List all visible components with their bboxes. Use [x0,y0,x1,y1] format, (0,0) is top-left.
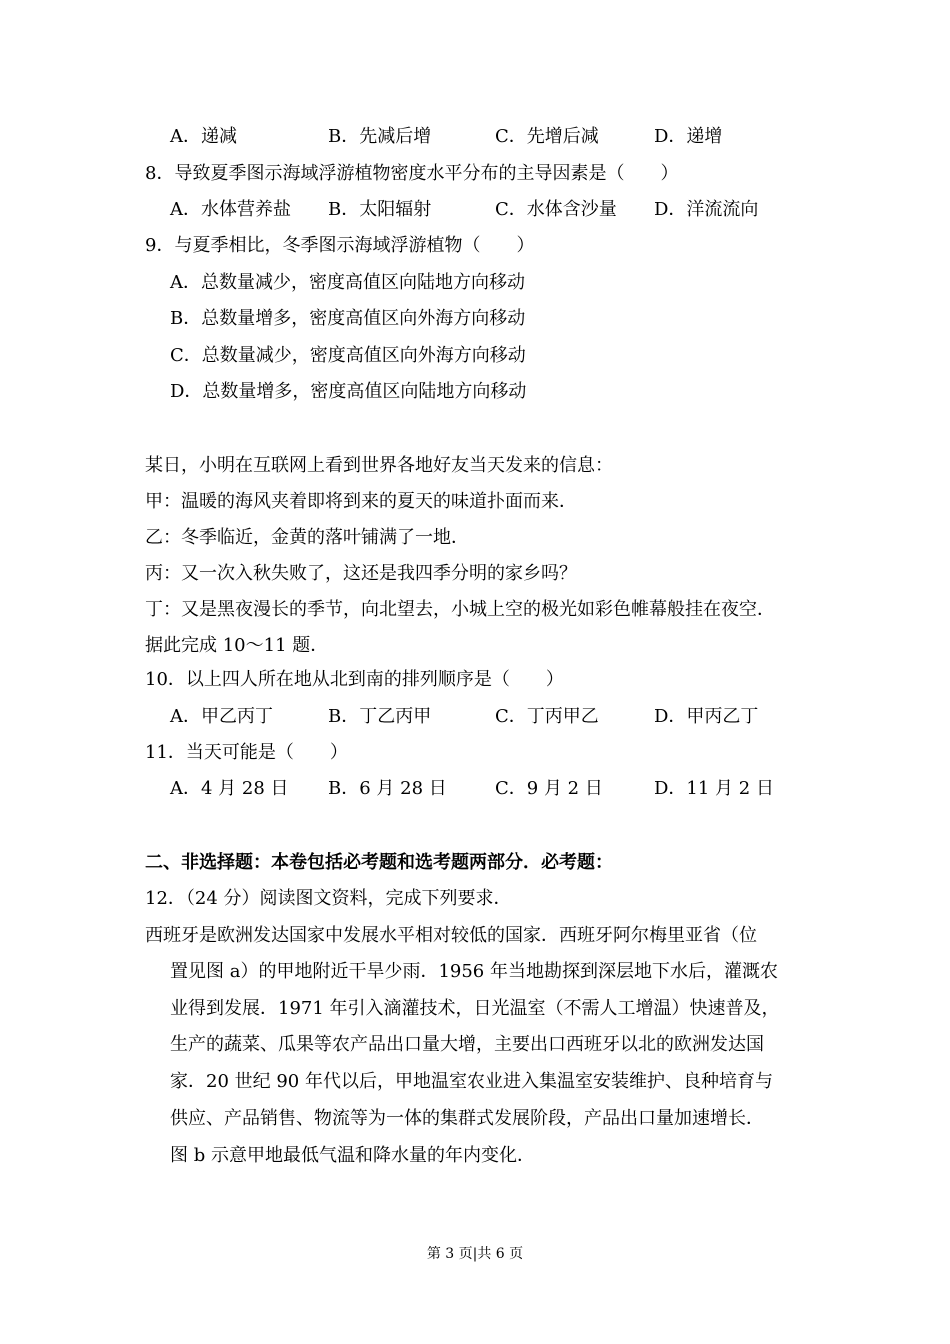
passage-line: 丙：又一次入秋失败了，这还是我四季分明的家乡吗？ [145,563,577,584]
q12-stem: 12．（24 分）阅读图文资料，完成下列要求． [145,888,512,909]
q8-option-c: C．水体含沙量 [495,199,617,220]
q12-paragraph-line: 置见图 a）的甲地附近干旱少雨．1956 年当地勘探到深层地下水后，灌溉农 [170,961,778,982]
q12-paragraph-line: 图 b 示意甲地最低气温和降水量的年内变化． [170,1145,535,1166]
q10-option-b: B．丁乙丙甲 [328,706,432,727]
passage-line: 丁：又是黑夜漫长的季节，向北望去，小城上空的极光如彩色帷幕般挂在夜空． [145,599,775,620]
passage-line: 据此完成 10～11 题． [145,635,329,656]
q12-paragraph-line: 业得到发展．1971 年引入滴灌技术，日光温室（不需人工增温）快速普及， [170,998,780,1019]
q10-option-a: A．甲乙丙丁 [170,706,273,727]
q9-option-d: D．总数量增多，密度高值区向陆地方向移动 [170,381,527,402]
q11-option-a: A．4 月 28 日 [170,778,289,799]
q10-stem: 10．以上四人所在地从北到南的排列顺序是（ ） [145,669,564,690]
passage-line: 乙：冬季临近，金黄的落叶铺满了一地． [145,527,469,548]
q9-stem: 9．与夏季相比，冬季图示海域浮游植物（ ） [145,235,535,256]
q8-stem: 8．导致夏季图示海域浮游植物密度水平分布的主导因素是（ ） [145,163,679,184]
q11-option-c: C．9 月 2 日 [495,778,603,799]
q10-option-d: D．甲丙乙丁 [654,706,759,727]
q10-option-c: C．丁丙甲乙 [495,706,599,727]
q12-paragraph-line: 供应、产品销售、物流等为一体的集群式发展阶段，产品出口量加速增长． [170,1108,764,1129]
passage-line: 某日，小明在互联网上看到世界各地好友当天发来的信息： [145,455,613,476]
q8-option-b: B．太阳辐射 [328,199,432,220]
q12-paragraph-line: 西班牙是欧洲发达国家中发展水平相对较低的国家．西班牙阿尔梅里亚省（位 [145,925,757,946]
q8-option-d: D．洋流流向 [654,199,759,220]
section-heading: 二、非选择题：本卷包括必考题和选考题两部分．必考题： [145,852,613,873]
q11-stem: 11．当天可能是（ ） [145,742,348,763]
page-footer: 第 3 页|共 6 页 [426,1246,524,1262]
q7-option-c: C．先增后减 [495,126,599,147]
q12-paragraph-line: 生产的蔬菜、瓜果等农产品出口量大增，主要出口西班牙以北的欧洲发达国 [170,1034,764,1055]
q9-option-c: C．总数量减少，密度高值区向外海方向移动 [170,345,526,366]
q11-option-b: B．6 月 28 日 [328,778,447,799]
q7-option-a: A．递减 [170,126,237,147]
q12-paragraph-line: 家．20 世纪 90 年代以后，甲地温室农业进入集温室安装维护、良种培育与 [170,1071,773,1092]
q8-option-a: A．水体营养盐 [170,199,291,220]
passage-line: 甲：温暖的海风夹着即将到来的夏天的味道扑面而来． [145,491,577,512]
q7-option-b: B．先减后增 [328,126,432,147]
q9-option-b: B．总数量增多，密度高值区向外海方向移动 [170,308,526,329]
q11-option-d: D．11 月 2 日 [654,778,774,799]
q9-option-a: A．总数量减少，密度高值区向陆地方向移动 [170,272,525,293]
q7-option-d: D．递增 [654,126,723,147]
